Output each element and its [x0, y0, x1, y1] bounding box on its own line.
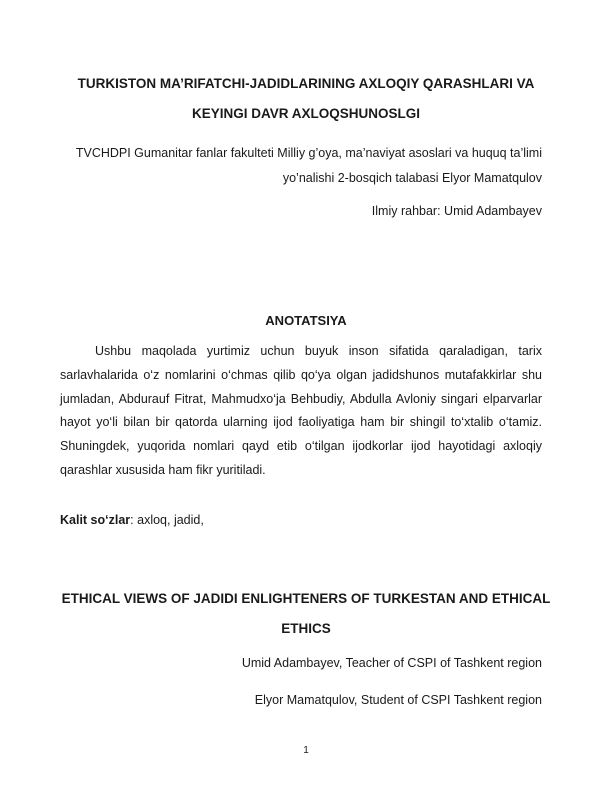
keywords-line: [60, 511, 542, 529]
scientific-advisor: Ilmiy rahbar: Umid Adambayev: [371, 204, 542, 218]
keywords-value: : axloq, jadid,: [130, 513, 204, 527]
abstract-heading: ANOTATSIYA: [265, 313, 347, 328]
abstract-text: Ushbu maqolada yurtimiz uchun buyuk inson sifatida qaraladigan, tarix sarlavhalarida o‘z nomlarini o‘chmas qilib qo‘ya olgan jadidshunos mutafakkirlar shu jumladan, Abdurauf Fitrat, Mahmudxo‘ja Behbudiy, Abdulla Avloniy singari elparvarlar hayot yo‘li bilan bir qatorda ularning ijod faoliyatiga ham bir shingil to‘xtalib o‘tamiz. Shuningdek, yuqorida nomlari qayd etib o‘tilgan ijodkorlar ijod hayotidagi axloqiy qarashlar xususida ham fikr yuritiladi.: [60, 344, 542, 477]
title-english: ETHICAL VIEWS OF JADIDI ENLIGHTENERS OF TURKESTAN AND ETHICAL ETHICS: [61, 591, 551, 636]
page-number: 1: [303, 745, 309, 756]
keywords-label: Kalit so‘zlar: [60, 513, 131, 527]
title-uzbek: TURKISTON MA’RIFATCHI-JADIDLARINING AXLOQIY QARASHLARI VA KEYINGI DAVR AXLOQSHUNOSLGI: [77, 76, 535, 121]
author-english-teacher: Umid Adambayev, Teacher of CSPI of Tashkent region: [241, 656, 542, 670]
author-english-student: Elyor Mamatqulov, Student of CSPI Tashkent region: [254, 693, 542, 707]
author-affiliation-uzbek: TVCHDPI Gumanitar fanlar fakulteti Milliy g’oya, ma’naviyat asoslari va huquq ta’limi yo’nalishi 2-bosqich talabasi Elyor Mamatqulov: [75, 146, 542, 185]
